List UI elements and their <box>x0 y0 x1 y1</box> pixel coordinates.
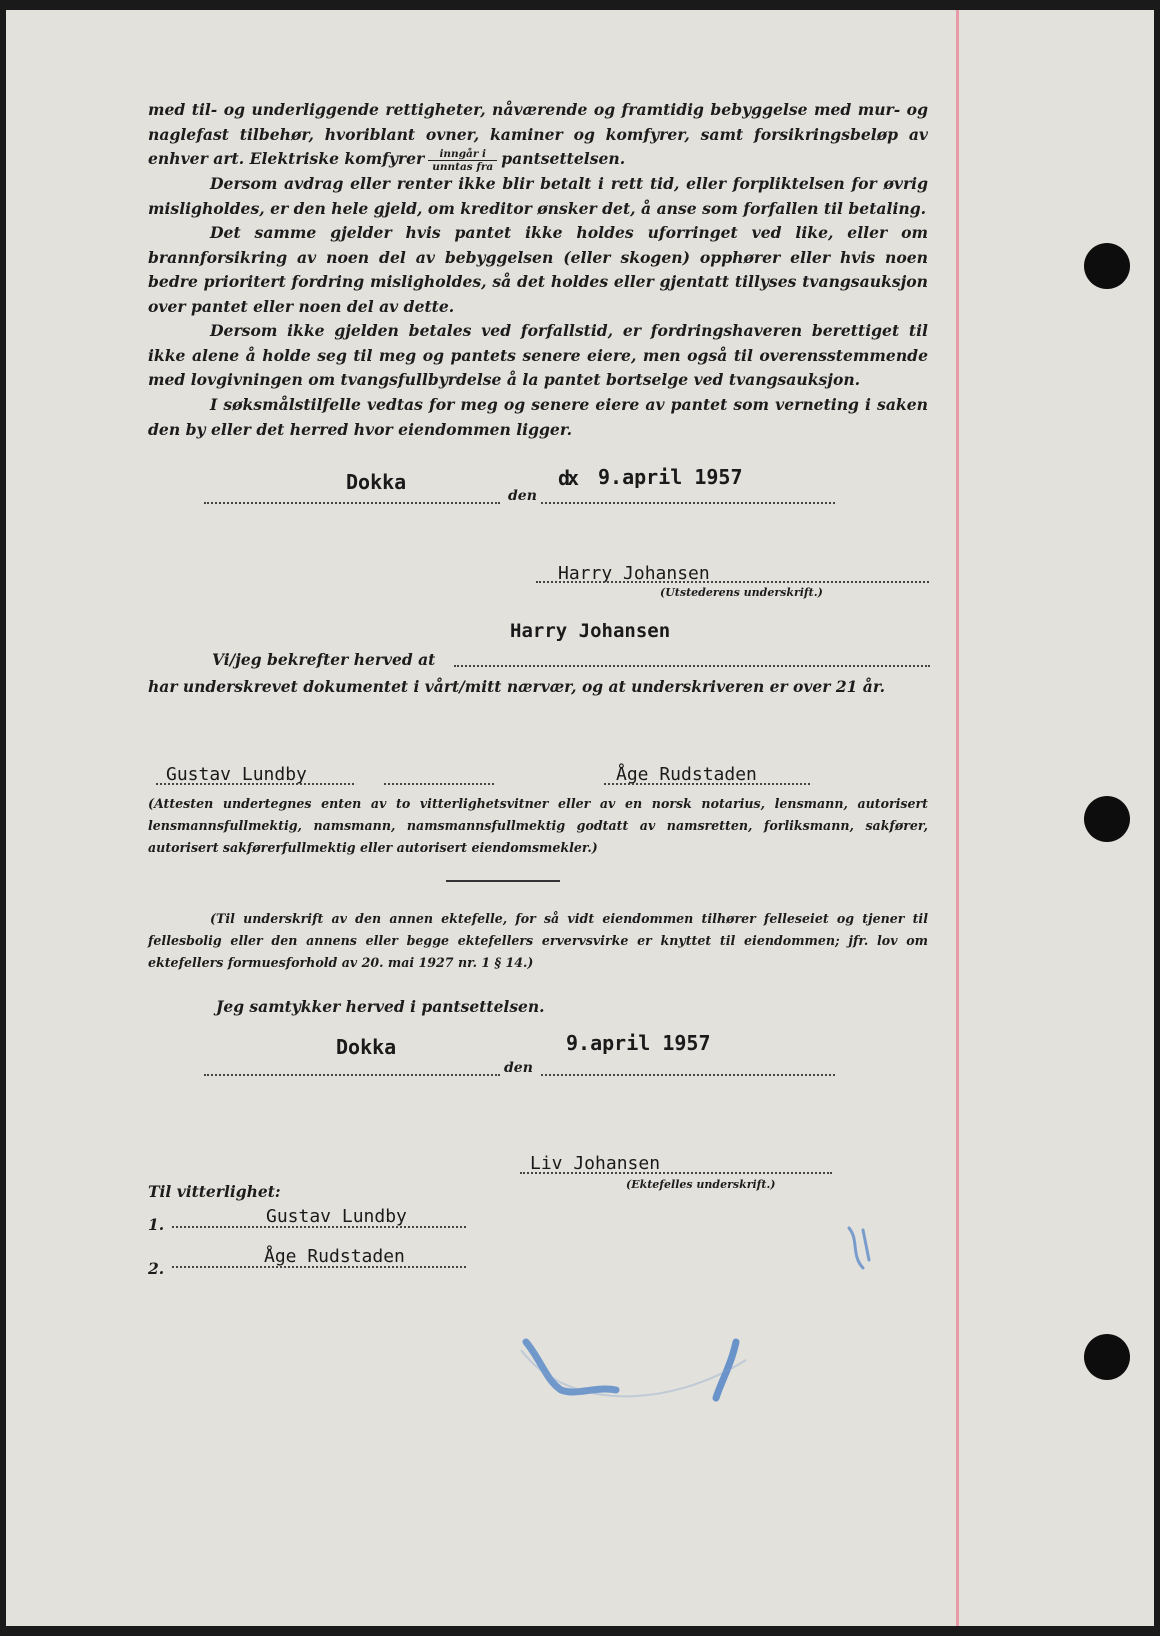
den-label: den <box>508 488 537 504</box>
punch-hole-top <box>1084 243 1130 289</box>
witness1-line-b <box>384 783 494 785</box>
attestation-statement: har underskrevet dokumentet i vårt/mitt nærvær, og at underskriveren er over 21 år. <box>148 677 885 696</box>
spouse-den-label: den <box>504 1060 533 1076</box>
blue-ink-mark <box>841 1220 881 1280</box>
overstruck-text: dx <box>558 466 577 490</box>
paragraph-collateral: med til- og underliggende rettigheter, nåværende og framtidig bebyggelse med mur- og naglefast tilbehør, hvoriblant ovner, kaminer og komfyrer, samt forsikringsbeløp av enhver art. Elektriske komfyrer $\frac{\text{inngår i}}{\text{unntas fra}}$ pantsettelsen. <box>148 100 928 173</box>
spouse-place: Dokka <box>336 1035 397 1059</box>
date-typed: 9.april 1957 <box>598 465 743 489</box>
attestation-line <box>454 665 930 667</box>
blue-stamp-marks <box>506 1320 786 1450</box>
witness2-signature: Åge Rudstaden <box>616 764 757 785</box>
attestation-intro: Vi/jeg bekrefter herved at <box>212 650 436 669</box>
attestation-note: (Attesten undertegnes enten av to vitterlighetsvitner eller av en norsk notarius, lensmann, autorisert lensmannsfullmektig, namsmann, namsmannsfullmektig godtatt av namsretten, forliksmann, sakfører, autorisert sakførerfullmektig eller autorisert eiendomsmekler.) <box>148 796 928 855</box>
issuer-caption: (Utstederens underskrift.) <box>660 586 823 599</box>
divider <box>446 880 560 882</box>
punch-hole-middle <box>1084 796 1130 842</box>
witness2-line <box>604 783 810 785</box>
witness-number-2: 2. <box>148 1259 165 1278</box>
witness1-line <box>156 783 354 785</box>
place-typed: Dokka <box>346 470 407 494</box>
witness-line-2 <box>172 1266 466 1268</box>
spouse-caption: (Ektefelles underskrift.) <box>626 1178 776 1191</box>
fraction-inngar-unntas: $\frac{\text{inngår i}}{\text{unntas fra}}$ <box>428 148 497 173</box>
witness1-signature: Gustav Lundby <box>166 764 307 785</box>
paragraph-default: Dersom avdrag eller renter ikke blir betalt i rett tid, eller forpliktelsen for øvrig misligholdes, er den hele gjeld, om kreditor ønsker det, å anse som forfallen til betaling. <box>148 174 928 218</box>
consent-text: Jeg samtykker herved i pantsettelsen. <box>216 997 545 1016</box>
spouse-signature-line <box>520 1172 832 1174</box>
paragraph-venue: I søksmålstilfelle vedtas for meg og senere eiere av pantet som verneting i saken den by eller det herred hvor eiendommen ligger. <box>148 395 928 439</box>
margin-rule <box>956 10 959 1626</box>
spouse-date-line <box>541 1074 835 1076</box>
issuer-signature-line <box>536 581 929 583</box>
paragraph-insurance: Det samme gjelder hvis pantet ikke holdes uforringet ved like, eller om brannforsikring av noen del av bebyggelsen (eller skogen) opphører eller hvis noen bedre prioritert fordring misligholdes, så det holdes eller gjentatt tillyses tvangsauksjon over pantet eller noen del av dette. <box>148 223 928 316</box>
witness-name-2: Åge Rudstaden <box>264 1246 405 1267</box>
paragraph-forced-sale: Dersom ikke gjelden betales ved forfallstid, er fordringshaveren berettiget til ikke alene å holde seg til meg og pantets senere eiere, men også til overensstemmende med lovgivningen om tvangsfullbyrdelse å la pantet bortselge ved tvangsauksjon. <box>148 321 928 390</box>
witness-heading: Til vitterlighet: <box>148 1182 281 1201</box>
witness-name-1: Gustav Lundby <box>266 1206 407 1227</box>
date-line <box>541 502 835 504</box>
punch-hole-bottom <box>1084 1334 1130 1380</box>
issuer-signature: Harry Johansen <box>558 563 710 584</box>
place-line <box>204 502 500 504</box>
spouse-signature: Liv Johansen <box>530 1153 661 1174</box>
witness-number-1: 1. <box>148 1215 165 1234</box>
spouse-date: 9.april 1957 <box>566 1031 711 1055</box>
document-page <box>6 10 1154 1626</box>
witness-line-1 <box>172 1226 466 1228</box>
spouse-place-line <box>204 1074 500 1076</box>
name-typed: Harry Johansen <box>510 620 671 642</box>
spouse-note: (Til underskrift av den annen ektefelle, for så vidt eiendommen tilhører felleseiet og tjener til fellesbolig eller den annens eller begge ektefellers ervervsvirke er knyttet til eiendommen; jfr. lov om ektefellers formuesforhold av 20. mai 1927 nr. 1 § 14.) <box>148 911 928 970</box>
